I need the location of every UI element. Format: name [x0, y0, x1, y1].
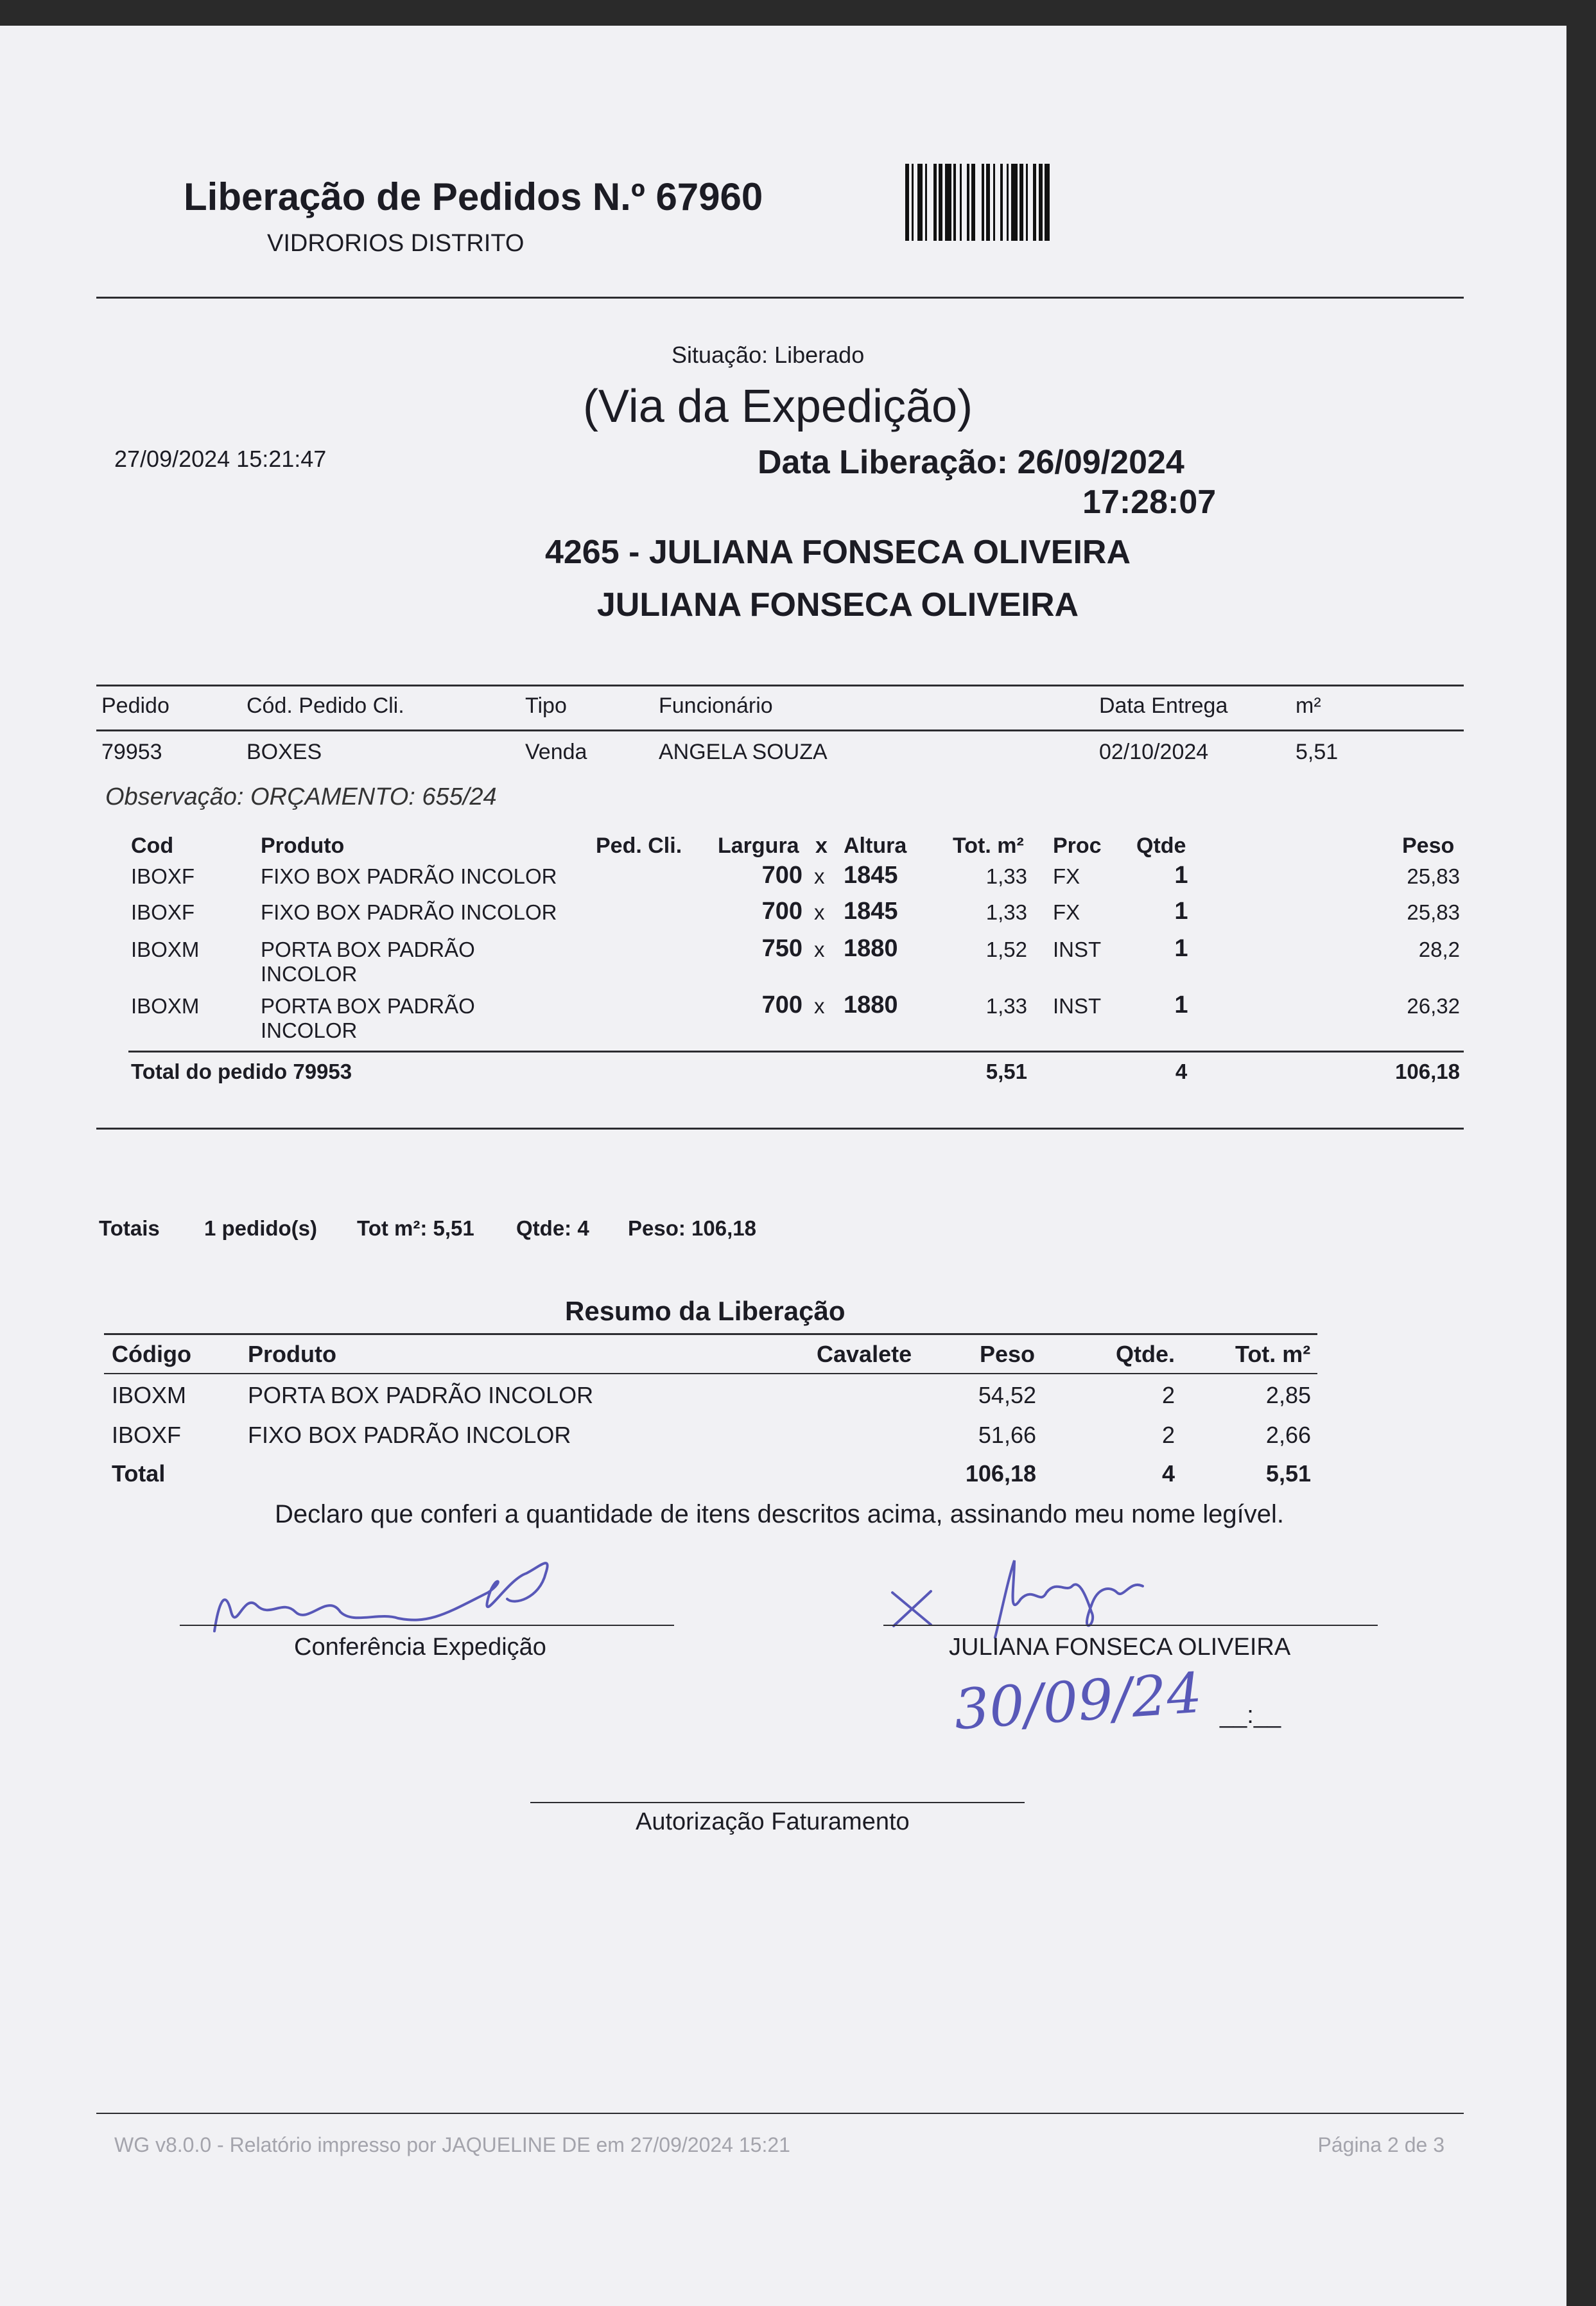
- order-table-top-rule: [96, 685, 1464, 686]
- barcode-bar: [995, 164, 1000, 241]
- summary-tot-m2: 2,85: [1265, 1382, 1311, 1408]
- order-value-tipo: Venda: [525, 740, 587, 764]
- item-altura: 1845: [844, 898, 898, 925]
- client-signature-label: JULIANA FONSECA OLIVEIRA: [949, 1634, 1291, 1661]
- item-cod: IBOXM: [131, 994, 200, 1018]
- item-qtde: 1: [1174, 862, 1188, 889]
- item-x: x: [814, 938, 825, 961]
- time-placeholder: __:__: [1220, 1702, 1281, 1729]
- client-code-name: 4265 - JULIANA FONSECA OLIVEIRA: [544, 534, 1131, 571]
- order-header-cod-cli: Cód. Pedido Cli.: [247, 694, 404, 718]
- item-altura: 1880: [844, 935, 898, 962]
- item-proc: INST: [1053, 994, 1102, 1018]
- summary-header-cavalete: Cavalete: [817, 1341, 912, 1367]
- authorization-line: [530, 1802, 1025, 1803]
- release-time: 17:28:07: [1082, 484, 1217, 521]
- item-proc: FX: [1053, 900, 1080, 924]
- conference-signature: [205, 1535, 603, 1644]
- order-observation: Observação: ORÇAMENTO: 655/24: [105, 783, 497, 810]
- items-header-x: x: [815, 834, 828, 858]
- item-largura: 700: [761, 862, 802, 889]
- document-page: [0, 26, 1566, 2306]
- summary-total-label: Total: [112, 1460, 166, 1487]
- item-produto-line2: INCOLOR: [261, 1018, 358, 1042]
- summary-qtde: 2: [1161, 1422, 1175, 1448]
- footer-rule: [96, 2113, 1464, 2114]
- client-signature-line: [883, 1625, 1378, 1626]
- item-x: x: [814, 994, 825, 1018]
- declaration-text: Declaro que conferi a quantidade de itens descritos acima, assinando meu nome legível.: [275, 1500, 1285, 1528]
- authorization-label: Autorização Faturamento: [636, 1808, 910, 1835]
- summary-tot-m2: 2,66: [1265, 1422, 1311, 1448]
- summary-header-rule: [104, 1373, 1317, 1374]
- barcode-bar: [975, 164, 982, 241]
- barcode-bar: [962, 164, 967, 241]
- item-largura: 750: [761, 935, 802, 962]
- barcode-bar: [1028, 164, 1033, 241]
- footer-print-info: WG v8.0.0 - Relatório impresso por JAQUELINE DE em 27/09/2024 15:21: [114, 2133, 790, 2156]
- barcode-bar: [1045, 164, 1050, 241]
- totals-qtde: Qtde: 4: [516, 1216, 589, 1240]
- item-qtde: 1: [1174, 935, 1188, 962]
- barcode-bar: [1050, 164, 1054, 241]
- barcode-bar: [1011, 164, 1018, 241]
- summary-top-rule: [104, 1333, 1317, 1335]
- item-tot-m2: 1,33: [985, 864, 1027, 888]
- barcode-bar: [927, 164, 933, 241]
- summary-codigo: IBOXM: [112, 1382, 187, 1408]
- item-qtde: 1: [1174, 898, 1188, 925]
- items-total-label: Total do pedido 79953: [131, 1060, 352, 1083]
- order-header-funcionario: Funcionário: [659, 694, 773, 718]
- summary-codigo: IBOXF: [112, 1422, 182, 1448]
- summary-produto: PORTA BOX PADRÃO INCOLOR: [248, 1382, 594, 1408]
- items-total-rule: [128, 1051, 1464, 1053]
- items-total-m2: 5,51: [985, 1060, 1027, 1083]
- barcode-bar: [917, 164, 923, 241]
- printed-timestamp: 27/09/2024 15:21:47: [114, 446, 327, 472]
- item-largura: 700: [761, 991, 802, 1018]
- client-name: JULIANA FONSECA OLIVEIRA: [596, 586, 1079, 624]
- item-altura: 1845: [844, 862, 898, 889]
- item-cod: IBOXM: [131, 938, 200, 961]
- order-table-header-rule: [96, 729, 1464, 731]
- item-peso: 25,83: [1407, 864, 1460, 888]
- item-produto: PORTA BOX PADRÃO: [261, 938, 475, 961]
- totals-label: Totais: [99, 1216, 160, 1240]
- items-header-altura: Altura: [844, 834, 907, 858]
- items-header-qtde: Qtde: [1136, 834, 1186, 858]
- order-value-m2: 5,51: [1296, 740, 1339, 764]
- item-proc: FX: [1053, 864, 1080, 888]
- summary-header-produto: Produto: [248, 1341, 336, 1367]
- item-produto: PORTA BOX PADRÃO: [261, 994, 475, 1018]
- order-header-m2: m²: [1296, 694, 1321, 718]
- conference-label: Conferência Expedição: [294, 1634, 546, 1661]
- totals-pedidos: 1 pedido(s): [204, 1216, 318, 1240]
- summary-total-peso: 106,18: [965, 1460, 1036, 1487]
- conference-signature-line: [180, 1625, 674, 1626]
- item-produto-line2: INCOLOR: [261, 962, 358, 986]
- order-header-pedido: Pedido: [101, 694, 169, 718]
- order-header-data-entrega: Data Entrega: [1099, 694, 1228, 718]
- order-value-data-entrega: 02/10/2024: [1099, 740, 1209, 764]
- barcode-bar: [945, 164, 951, 241]
- summary-total-m2: 5,51: [1265, 1460, 1311, 1487]
- totals-m2: Tot m²: 5,51: [357, 1216, 474, 1240]
- item-produto: FIXO BOX PADRÃO INCOLOR: [261, 900, 557, 924]
- document-title: Liberação de Pedidos N.º 67960: [184, 175, 763, 218]
- items-header-proc: Proc: [1053, 834, 1102, 858]
- items-header-largura: Largura: [718, 834, 799, 858]
- item-cod: IBOXF: [131, 864, 195, 888]
- summary-peso: 51,66: [978, 1422, 1036, 1448]
- totals-peso: Peso: 106,18: [628, 1216, 756, 1240]
- item-peso: 25,83: [1407, 900, 1460, 924]
- item-x: x: [814, 900, 825, 924]
- summary-produto: FIXO BOX PADRÃO INCOLOR: [248, 1422, 571, 1448]
- release-date: Data Liberação: 26/09/2024: [758, 444, 1184, 481]
- items-header-peso: Peso: [1402, 834, 1455, 858]
- summary-title: Resumo da Liberação: [565, 1296, 846, 1326]
- header-divider: [96, 297, 1464, 299]
- item-largura: 700: [761, 898, 802, 925]
- item-tot-m2: 1,33: [985, 994, 1027, 1018]
- copy-type: (Via da Expedição): [583, 381, 973, 432]
- summary-qtde: 2: [1161, 1382, 1175, 1408]
- summary-peso: 54,52: [978, 1382, 1036, 1408]
- item-proc: INST: [1053, 938, 1102, 961]
- item-x: x: [814, 864, 825, 888]
- company-name: VIDRORIOS DISTRITO: [267, 230, 525, 257]
- summary-total-qtde: 4: [1161, 1460, 1175, 1487]
- item-peso: 26,32: [1407, 994, 1460, 1018]
- summary-header-qtde: Qtde.: [1116, 1341, 1175, 1367]
- order-header-tipo: Tipo: [525, 694, 567, 718]
- items-header-cod: Cod: [131, 834, 174, 858]
- items-bottom-rule: [96, 1128, 1464, 1130]
- item-cod: IBOXF: [131, 900, 195, 924]
- items-header-tot-m2: Tot. m²: [953, 834, 1024, 858]
- summary-header-tot-m2: Tot. m²: [1235, 1341, 1311, 1367]
- summary-header-peso: Peso: [980, 1341, 1036, 1367]
- summary-header-codigo: Código: [112, 1341, 191, 1367]
- item-tot-m2: 1,33: [985, 900, 1027, 924]
- order-value-pedido: 79953: [101, 740, 162, 764]
- items-header-produto: Produto: [261, 834, 345, 858]
- status-text: Situação: Liberado: [672, 342, 865, 368]
- item-altura: 1880: [844, 991, 898, 1018]
- items-total-peso: 106,18: [1395, 1060, 1460, 1083]
- item-qtde: 1: [1174, 991, 1188, 1018]
- barcode: [905, 164, 1147, 241]
- order-value-cod-cli: BOXES: [247, 740, 322, 764]
- order-value-funcionario: ANGELA SOUZA: [659, 740, 828, 764]
- items-total-qtde: 4: [1175, 1060, 1188, 1083]
- item-tot-m2: 1,52: [985, 938, 1027, 961]
- item-peso: 28,2: [1418, 938, 1460, 961]
- item-produto: FIXO BOX PADRÃO INCOLOR: [261, 864, 557, 888]
- footer-page-number: Página 2 de 3: [1317, 2133, 1444, 2156]
- items-header-ped-cli: Ped. Cli.: [596, 834, 682, 858]
- handwritten-date: 30/09/24: [951, 1661, 1204, 1743]
